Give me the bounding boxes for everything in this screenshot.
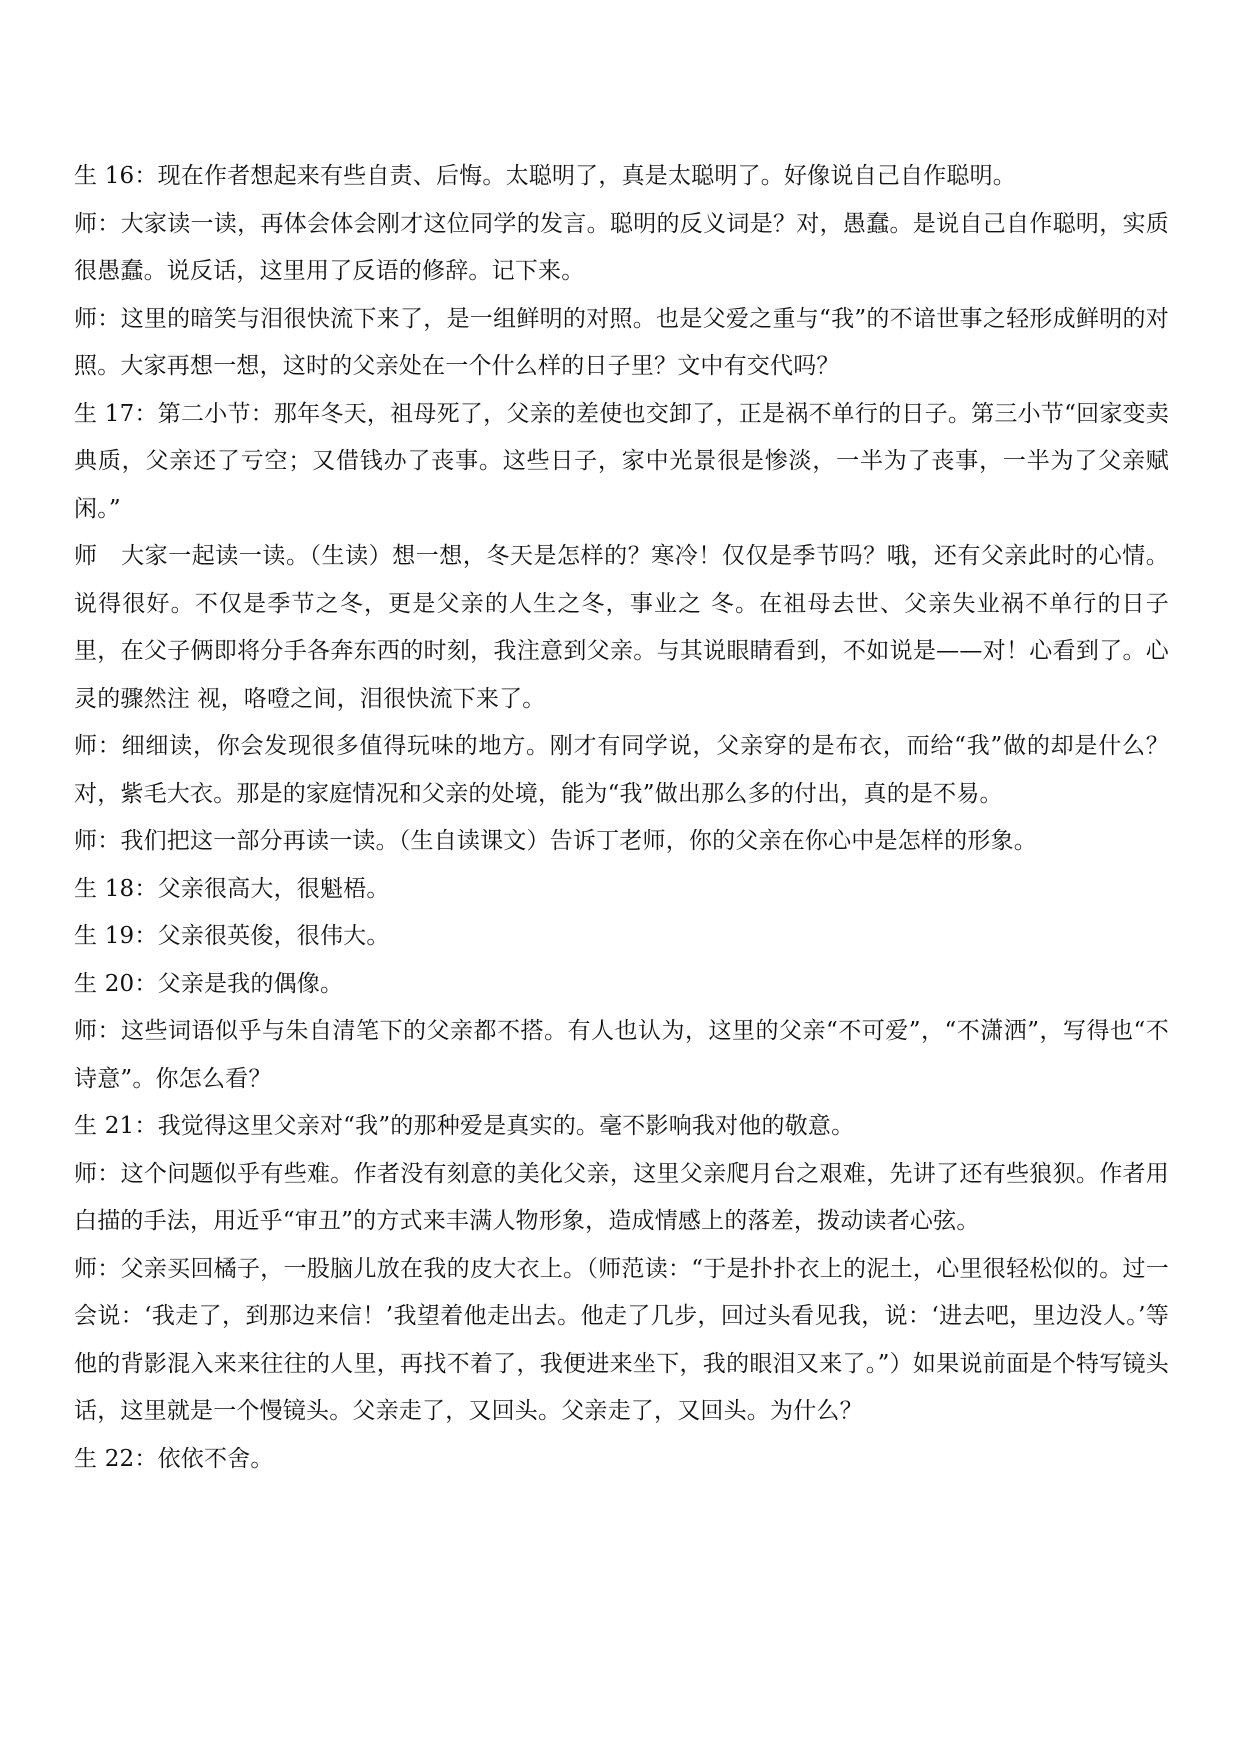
lesson-transcript <box>74 153 1169 1483</box>
paragraph: 师：这些词语似乎与朱自清笔下的父亲都不搭。有人也认为，这里的父亲“不可爱”，“不潇洒”，写得也“不诗意”。你怎么看？ <box>74 1018 1169 1092</box>
paragraph: 师：细细读，你会发现很多值得玩味的地方。刚才有同学说，父亲穿的是布衣，而给“我”做的却是什么？对，紫毛大衣。那是的家庭情况和父亲的处境，能为“我”做出那么多的付出，真的是不易。 <box>74 733 1169 807</box>
paragraph: 师：大家读一读，再体会体会刚才这位同学的发言。聪明的反义词是？对，愚蠢。是说自己自作聪明，实质很愚蠢。说反话，这里用了反语的修辞。记下来。 <box>74 210 1169 284</box>
paragraph: 师 大家一起读一读。（生读）想一想，冬天是怎样的？寒冷！仅仅是季节吗？哦，还有父亲此时的心情。说得很好。不仅是季节之冬，更是父亲的人生之冬，事业之 冬。在祖母去世、父亲失业祸不单行的日子里，在父子俩即将分手各奔东西的时刻，我注意到父亲。与其说眼睛看到，不如说是——对！心看到了。心灵的骤然注 视，咯噔之间，泪很快流下来了。 <box>74 543 1169 712</box>
paragraph: 生 21：我觉得这里父亲对“我”的那种爱是真实的。毫不影响我对他的敬意。 <box>74 1113 855 1139</box>
paragraph: 生 19：父亲很英俊，很伟大。 <box>74 923 390 949</box>
paragraph: 师：这里的暗笑与泪很快流下来了，是一组鲜明的对照。也是父爱之重与“我”的不谙世事之轻形成鲜明的对照。大家再想一想，这时的父亲处在一个什么样的日子里？文中有交代吗？ <box>74 305 1169 379</box>
paragraph: 师：我们把这一部分再读一读。（生自读课文）告诉丁老师，你的父亲在你心中是怎样的形象。 <box>74 828 1037 854</box>
paragraph: 师：这个问题似乎有些难。作者没有刻意的美化父亲，这里父亲爬月台之艰难，先讲了还有些狼狈。作者用白描的手法，用近乎“审丑”的方式来丰满人物形象，造成情感上的落差，拨动读者心弦。 <box>74 1160 1169 1234</box>
paragraph: 生 18：父亲很高大，很魁梧。 <box>74 875 390 902</box>
paragraph: 生 16：现在作者想起来有些自责、后悔。太聪明了，真是太聪明了。好像说自己自作聪明。 <box>74 163 1016 189</box>
paragraph: 生 17：第二小节：那年冬天，祖母死了，父亲的差使也交卸了，正是祸不单行的日子。第三小节“回家变卖典质，父亲还了亏空；又借钱办了丧事。这些日子，家中光景很是惨淡，一半为了丧事，一半为了父亲赋闲。” <box>74 400 1169 522</box>
paragraph: 生 22：依依不舍。 <box>74 1445 274 1472</box>
paragraph: 师：父亲买回橘子，一股脑儿放在我的皮大衣上。（师范读：“于是扑扑衣上的泥土，心里很轻松似的。过一会说：‘我走了，到那边来信！’我望着他走出去。他走了几步，回过头看见我，说：‘进去吧，里边没人。’等他的背影混入来来往往的人里，再找不着了，我便进来坐下，我的眼泪又来了。”）如果说前面是个特写镜头话，这里就是一个慢镜头。父亲走了，又回头。父亲走了，又回头。为什么？ <box>74 1255 1169 1424</box>
paragraph: 生 20：父亲是我的偶像。 <box>74 970 344 997</box>
